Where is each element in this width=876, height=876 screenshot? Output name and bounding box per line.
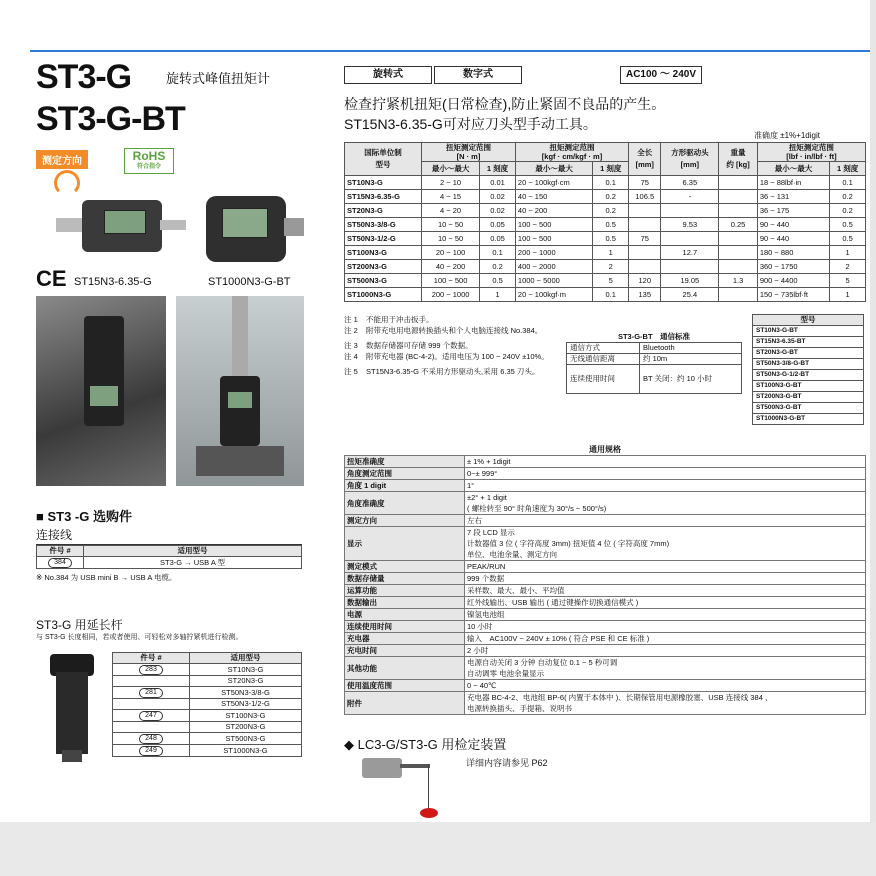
bt-model-item: ST500N3-G-BT bbox=[753, 403, 864, 414]
extension-desc: 与 ST3-G 长度相同，若或者使用、可轻松对多轴拧紧机进行检测。 bbox=[36, 634, 243, 641]
checker-title: ◆ LC3-G/ST3-G 用检定装置 bbox=[344, 737, 507, 752]
spec-row: ST50N3-3/8-G 10 ~ 50 0.05 100 ~ 500 0.5 9.53 0.25 90 ~ 440 0.5 bbox=[345, 218, 866, 232]
general-spec-row: 扭矩准确度 ± 1% + 1digit bbox=[345, 456, 866, 468]
spec-row: ST1000N3-G 200 ~ 1000 1 20 ~ 100kgf·m 0.1 135 25.4 150 ~ 735lbf·ft 1 bbox=[345, 288, 866, 302]
spec-row: ST500N3-G 100 ~ 500 0.5 1000 ~ 5000 5 120 19.05 1.3 900 ~ 4400 5 bbox=[345, 274, 866, 288]
spec-table: 国际单位制 型号 扭矩测定范围 [N · m] 扭矩测定范围 [kgf · cm/kgf · m] 全长 [mm] 方形驱动头 [mm] 重量 约 [kg] 扭矩测定范围 [lbf · in/lbf · ft] 最小～最大 1 刻度 最小～最大 1 刻度 最小～最大 1 刻度 ST10N3-G 2 ~ 10 0.01 20 ~ 100kgf·cm 0.1 75 6.35 18 ~ 88lbf·in 0.1 ST15N3-6.35-G 4 ~ 15 0.02 40 ~ 150 0.2 106.5 - 36 ~ 131 0.2 ST20N3-G 4 ~ 20 0.02 40 ~ 200 0.2 36 ~ 175 0.2 ST50N3-3/8-G 10 ~ 50 0.05 100 ~ 500 0.5 9.53 0.25 90 ~ 440 0.5 ST50N3-1/2-G 10 ~ 50 0.05 100 ~ 500 0.5 75 90 ~ 440 0.5 ST100N3-G 20 ~ 100 0.1 200 ~ 1000 1 12.7 180 ~ 880 1 ST200N3-G 40 ~ 200 0.2 400 ~ 2000 2 360 ~ 1750 2 ST500N3-G 100 ~ 500 0.5 1000 ~ 5000 5 120 19.05 1.3 900 ~ 4400 5 ST1000N3-G 200 ~ 1000 1 20 ~ 100kgf·m 0.1 135 25.4 150 ~ 735lbf·ft 1 bbox=[344, 142, 866, 302]
general-spec-row: 数据输出 红外线输出、USB 输出 ( 通过键操作切换通信模式 ) bbox=[345, 597, 866, 609]
connection-cable-note: ※ No.384 为 USB mini B → USB A 电缆。 bbox=[36, 573, 177, 582]
general-spec-row: 运算功能 采样数、最大、最小、平均值 bbox=[345, 585, 866, 597]
device-st15-image bbox=[56, 196, 186, 256]
checker-image bbox=[362, 756, 452, 822]
options-title: ■ ST3 -G 选购件 bbox=[36, 509, 132, 524]
general-spec-row: 测定模式 PEAK/RUN bbox=[345, 561, 866, 573]
general-spec-row: 数据存储量 999 个数据 bbox=[345, 573, 866, 585]
model-caption-st1000: ST1000N3-G-BT bbox=[208, 276, 291, 288]
device-st1000-image bbox=[196, 190, 306, 268]
bt-model-item: ST15N3-6.35-BT bbox=[753, 337, 864, 348]
general-spec-row: 显示 7 段 LCD 显示 计数器值 3 位 ( 字符高度 3mm) 扭矩值 4 位 ( 字符高度 7mm) 单位、电池余量、测定方向 bbox=[345, 527, 866, 561]
general-spec-row: 附件 充电器 BC-4-2、电池组 BP-6( 内置于本体中 )、长期保管用电源橡胶塞、USB 连接线 384 、 电源转换插头、手提箱、说明书 bbox=[345, 692, 866, 715]
connection-cable-label: 连接线 bbox=[36, 528, 73, 542]
general-spec-row: 测定方向 左右 bbox=[345, 515, 866, 527]
general-spec-row: 连续使用时间 10 小时 bbox=[345, 621, 866, 633]
spec-row: ST200N3-G 40 ~ 200 0.2 400 ~ 2000 2 360 ~ 1750 2 bbox=[345, 260, 866, 274]
bt-model-item: ST10N3-G-BT bbox=[753, 326, 864, 337]
model-caption-st15: ST15N3-6.35-G bbox=[74, 276, 152, 288]
general-spec-row: 其他功能 电源自动关闭 3 分钟 自动复位 0.1 ~ 5 秒可调 自动调零 电池余量显示 bbox=[345, 657, 866, 680]
spec-row: ST20N3-G 4 ~ 20 0.02 40 ~ 200 0.2 36 ~ 175 0.2 bbox=[345, 204, 866, 218]
tag-digital: 数字式 bbox=[434, 66, 522, 84]
spec-row: ST100N3-G 20 ~ 100 0.1 200 ~ 1000 1 12.7 180 ~ 880 1 bbox=[345, 246, 866, 260]
rotation-direction-icon bbox=[54, 170, 80, 196]
checker-ref: 详细内容请参见 P62 bbox=[466, 758, 548, 768]
bt-model-item: ST100N3-G-BT bbox=[753, 381, 864, 392]
spec-row: ST15N3-6.35-G 4 ~ 15 0.02 40 ~ 150 0.2 106.5 - 36 ~ 131 0.2 bbox=[345, 190, 866, 204]
bt-model-item: ST1000N3-G-BT bbox=[753, 414, 864, 425]
right-margin bbox=[870, 0, 876, 822]
tag-rotary: 旋转式 bbox=[344, 66, 432, 84]
ce-mark: CE bbox=[36, 266, 67, 291]
bt-comm-table: ST3-G-BT 通信标准 通信方式 Bluetooth 无线通信距离 约 10m 连续使用时间 BT 关闭：约 10 小时 bbox=[566, 332, 742, 394]
bt-model-item: ST200N3-G-BT bbox=[753, 392, 864, 403]
extension-bar-image bbox=[48, 654, 96, 764]
bottom-margin bbox=[0, 822, 876, 876]
general-spec-row: 角度测定范围 0~± 999° bbox=[345, 468, 866, 480]
general-spec-row: 使用温度范围 0 ~ 40℃ bbox=[345, 680, 866, 692]
general-spec-row: 角度准确度 ±2° + 1 digit ( 螺栓转至 90° 时角速度为 30°/s ~ 500°/s) bbox=[345, 492, 866, 515]
general-spec-table bbox=[344, 455, 866, 715]
general-spec-row: 充电时间 2 小时 bbox=[345, 645, 866, 657]
headline-1: 检查拧紧机扭矩(日常检查),防止紧固不良品的产生。 bbox=[344, 96, 666, 112]
usage-photo-engine bbox=[36, 296, 166, 486]
notes-list: 注 1 不能用于冲击扳手。 注 2 附带充电用电源转换插头和个人电脑连接线 No.384。 注 3 数据存储器可存储 999 个数据。 注 4 附带充电器 (BC-4-2)。适用电压为 100 ~ 240V ±10%。 注 5 ST15N3-6.35-G 不采用方形驱动头,采用 6.35 刀头。 bbox=[344, 315, 549, 376]
product-title: ST3-G bbox=[36, 58, 132, 96]
spec-row: ST10N3-G 2 ~ 10 0.01 20 ~ 100kgf·cm 0.1 75 6.35 18 ~ 88lbf·in 0.1 bbox=[345, 176, 866, 190]
accuracy-note: 准确度 ±1%+1digit bbox=[754, 131, 820, 140]
measure-direction-badge: 测定方向 bbox=[36, 150, 88, 169]
bt-model-item: ST50N3-G-1/2-BT bbox=[753, 370, 864, 381]
bt-model-item: ST20N3-G-BT bbox=[753, 348, 864, 359]
product-subtitle: 旋转式峰值扭矩计 bbox=[166, 71, 271, 86]
bt-model-item: ST50N3-3/8-G-BT bbox=[753, 359, 864, 370]
general-spec-row: 充电器 输入 AC100V ~ 240V ± 10% ( 符合 PSE 和 CE 标准 ) bbox=[345, 633, 866, 645]
tag-voltage: AC100 ～ 240V bbox=[620, 66, 702, 84]
general-spec-row: 角度 1 digit 1° bbox=[345, 480, 866, 492]
spec-row: ST50N3-1/2-G 10 ~ 50 0.05 100 ~ 500 0.5 75 90 ~ 440 0.5 bbox=[345, 232, 866, 246]
extension-table: 件号 # 适用型号 283 ST10N3-G ST20N3-G 281 ST50N3-3/8-G ST50N3-1/2-G 247 ST100N3-G ST200N3-G 248 ST500N3-G 249 ST1000N3-G bbox=[112, 652, 302, 757]
connection-cable-table: 件号 # 适用型号 384 ST3-G → USB A 型 bbox=[36, 545, 302, 569]
extension-title: ST3-G 用延长杆 bbox=[36, 618, 123, 632]
usage-photo-fixture bbox=[176, 296, 304, 486]
headline-2: ST15N3-6.35-G可对应刀头型手动工具。 bbox=[344, 116, 597, 132]
top-rule bbox=[30, 50, 876, 52]
product-title-bt: ST3-G-BT bbox=[36, 100, 185, 138]
bt-model-table: 型号 ST10N3-G-BT ST15N3-6.35-BT ST20N3-G-BT ST50N3-3/8-G-BT ST50N3-G-1/2-BT ST100N3-G-BT ST200N3-G-BT ST500N3-G-BT ST1000N3-G-BT bbox=[752, 314, 864, 425]
rohs-logo: RoHS 符合指令 bbox=[124, 148, 174, 174]
general-spec-row: 电源 镍氢电池组 bbox=[345, 609, 866, 621]
general-spec-title: 通用规格 bbox=[344, 444, 866, 456]
